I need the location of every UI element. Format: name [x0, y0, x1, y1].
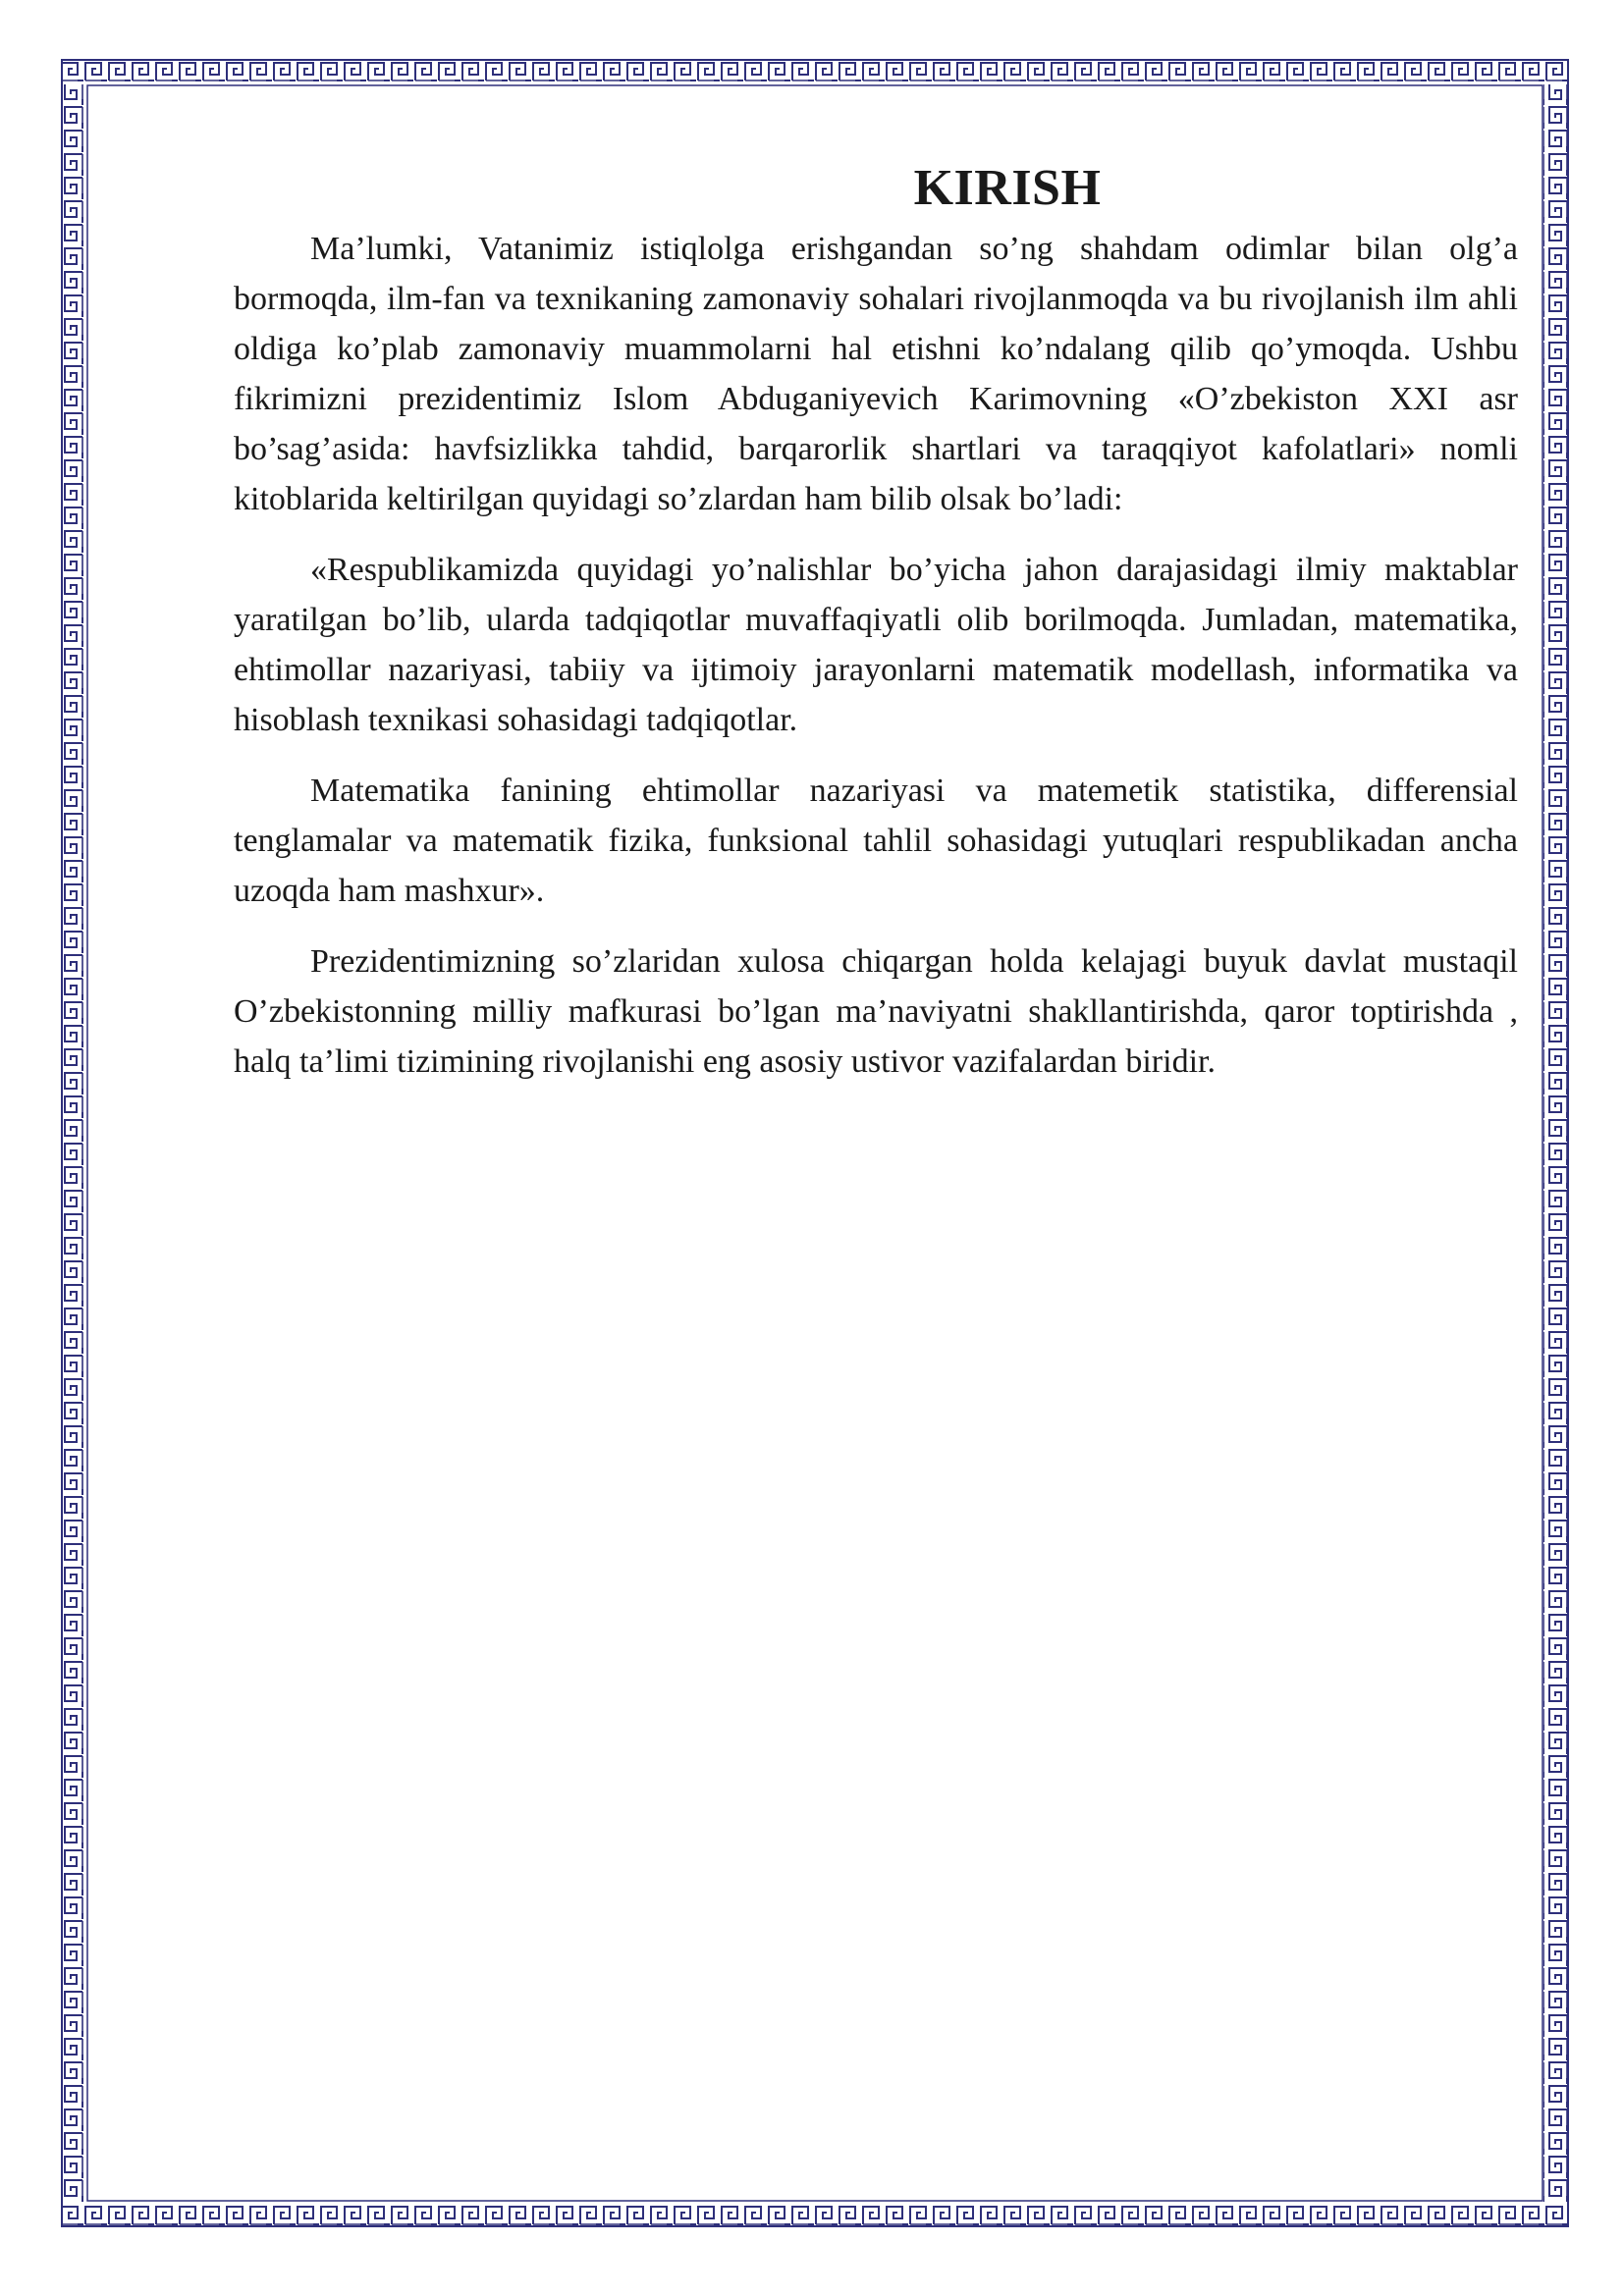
paragraph-quote-1: «Respublikamizda quyidagi yo’nalishlar bo’yicha jahon darajasidagi ilmiy maktablar yaratilgan bo’lib, ularda tadqiqotlar muvaffaqiyatli olib borilmoqda. Jumladan, matematika, ehtimollar nazariyasi, tabiiy va ijtimoiy jarayonlarni matematik modellash, informatika va hisoblash texnikasi sohasidagi tadqiqotlar. [234, 552, 1518, 738]
paragraph-quote-2: Matematika fanining ehtimollar nazariyasi va matemetik statistika, differensial tenglamalar va matematik fizika, funksional tahlil sohasidagi yutuqlari respublikadan ancha uzoqda ham mashxur». [234, 773, 1518, 909]
paragraph-intro: Ma’lumki, Vatanimiz istiqlolga erishgandan so’ng shahdam odimlar bilan olg’a bormoqda, ilm-fan va texnikaning zamonaviy sohalari rivojlanmoqda va bu rivojlanish ilm ahli oldiga ko’plab zamonaviy muammolarni hal etishni ko’ndalang qilib qo’ymoqda. Ushbu fikrimizni prezidentimiz Islom Abduganiyevich Karimovning «O’zbekiston XXI asr bo’sag’asida: havfsizlikka tahdid, barqarorlik shartlari va taraqqiyot kafolatlari» nomli kitoblarida keltirilgan quyidagi so’zlardan ham bilib olsak bo’ladi: [234, 231, 1518, 517]
paragraph-conclusion: Prezidentimizning so’zlaridan xulosa chiqargan holda kelajagi buyuk davlat mustaqil O’zbekistonning milliy mafkurasi bo’lgan ma’naviyatni shakllantirishda, qaror toptirishda , halq ta’limi tizimining rivojlanishi eng asosiy ustivor vazifalardan biridir. [234, 943, 1518, 1080]
document-body [234, 147, 1518, 1107]
page-title: KIRISH [913, 160, 1102, 216]
